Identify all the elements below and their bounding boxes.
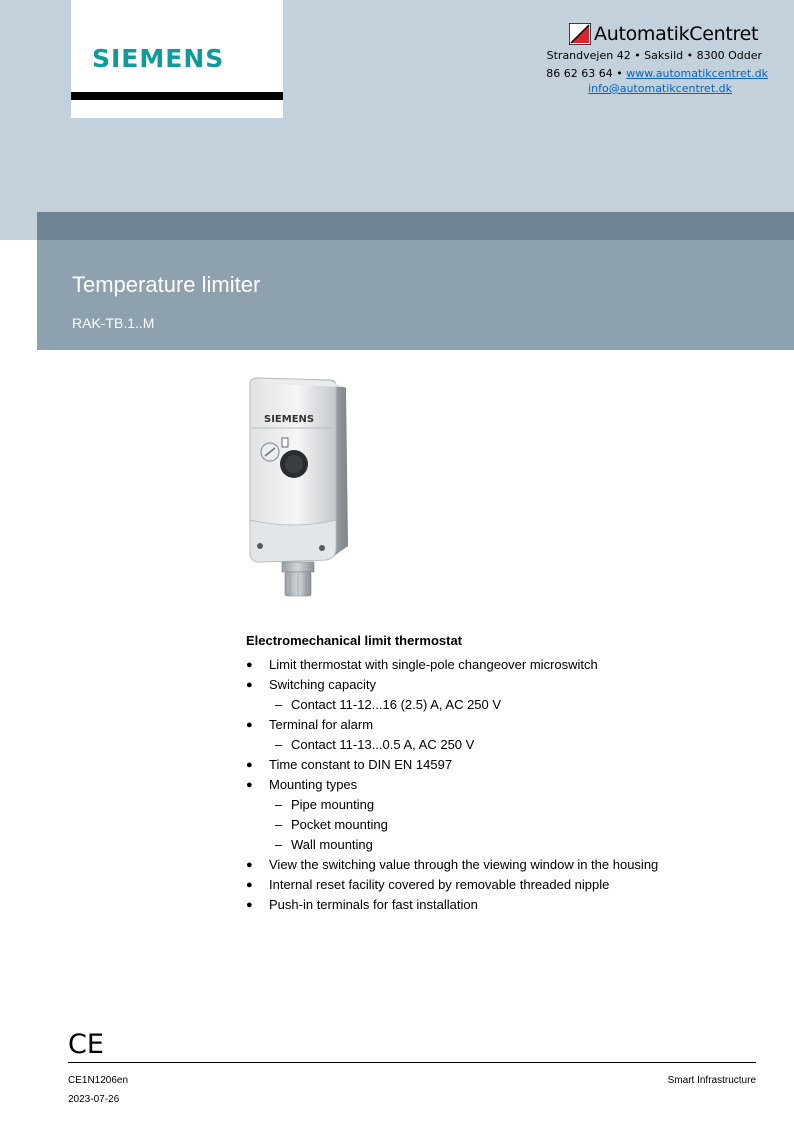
dash-icon: – <box>275 737 283 752</box>
feature-heading: Electromechanical limit thermostat <box>246 633 463 648</box>
sub-list-item-text: Contact 11-13...0.5 A, AC 250 V <box>291 737 475 752</box>
list-item <box>246 715 766 735</box>
header-dark-stripe <box>37 212 794 240</box>
bullet-icon: ● <box>246 679 253 691</box>
dash-icon: – <box>275 797 283 812</box>
page-title: Temperature limiter <box>72 272 261 297</box>
bullet-icon: ● <box>246 659 253 671</box>
list-item-text: Limit thermostat with single-pole changeover microswitch <box>269 657 598 672</box>
sub-list-item-text: Wall mounting <box>291 837 373 852</box>
distributor-email-link[interactable]: info@automatikcentret.dk <box>588 82 732 95</box>
distributor-block <box>548 22 770 102</box>
distributor-email-line <box>588 82 732 95</box>
list-item <box>246 775 766 795</box>
bullet-icon: ● <box>246 759 253 771</box>
dash-icon: – <box>275 817 283 832</box>
document-date: 2023-07-26 <box>68 1094 120 1105</box>
feature-list <box>246 632 766 915</box>
sub-list-item <box>246 735 766 755</box>
bullet-icon: ● <box>246 899 253 911</box>
bullet-icon: ● <box>246 719 253 731</box>
list-item-text: Time constant to DIN EN 14597 <box>269 757 453 772</box>
distributor-name: AutomatikCentret <box>594 23 759 45</box>
list-item <box>246 655 766 675</box>
logo-underline-bar <box>71 92 283 100</box>
list-item <box>246 855 766 875</box>
footer-divider <box>68 1062 756 1063</box>
product-brand-label: SIEMENS <box>264 414 315 425</box>
distributor-logo <box>569 22 758 46</box>
sub-list-item <box>246 695 766 715</box>
sub-list-item-text: Contact 11-12...16 (2.5) A, AC 250 V <box>291 697 502 712</box>
bullet-icon: ● <box>246 879 253 891</box>
sub-list-item <box>246 795 766 815</box>
company-name: Smart Infrastructure <box>667 1075 756 1086</box>
distributor-address: Strandvejen 42 • Saksild • 8300 Odder <box>546 49 762 62</box>
dash-icon: – <box>275 697 283 712</box>
list-item-text: View the switching value through the viewing window in the housing <box>269 857 659 872</box>
list-item-text: Push-in terminals for fast installation <box>269 897 478 912</box>
distributor-contact-line <box>546 67 768 80</box>
siemens-logo: SIEMENS <box>92 44 225 73</box>
sub-list-item-text: Pocket mounting <box>291 817 388 832</box>
list-item-text: Mounting types <box>269 777 358 792</box>
siemens-logo-box <box>71 0 283 118</box>
ce-mark-icon <box>68 1028 104 1056</box>
product-code: RAK-TB.1..M <box>72 315 155 331</box>
automatikcentret-logo-icon <box>569 23 591 45</box>
product-photo <box>244 370 364 605</box>
list-item <box>246 755 766 775</box>
document-code: CE1N1206en <box>68 1075 129 1086</box>
list-item-text: Internal reset facility covered by removable threaded nipple <box>269 877 610 892</box>
ce-mark-text: CE <box>68 1029 104 1056</box>
list-item <box>246 875 766 895</box>
dash-icon: – <box>275 837 283 852</box>
distributor-website-link[interactable]: www.automatikcentret.dk <box>626 67 768 80</box>
sub-list-item-text: Pipe mounting <box>291 797 375 812</box>
list-item-text: Terminal for alarm <box>269 717 374 732</box>
list-item <box>246 675 766 695</box>
bullet-icon: ● <box>246 859 253 871</box>
list-item <box>246 895 766 915</box>
sub-list-item <box>246 815 766 835</box>
sub-list-item <box>246 835 766 855</box>
list-item-text: Switching capacity <box>269 677 376 692</box>
distributor-phone: 86 62 63 64 • <box>546 67 623 80</box>
bullet-icon: ● <box>246 779 253 791</box>
